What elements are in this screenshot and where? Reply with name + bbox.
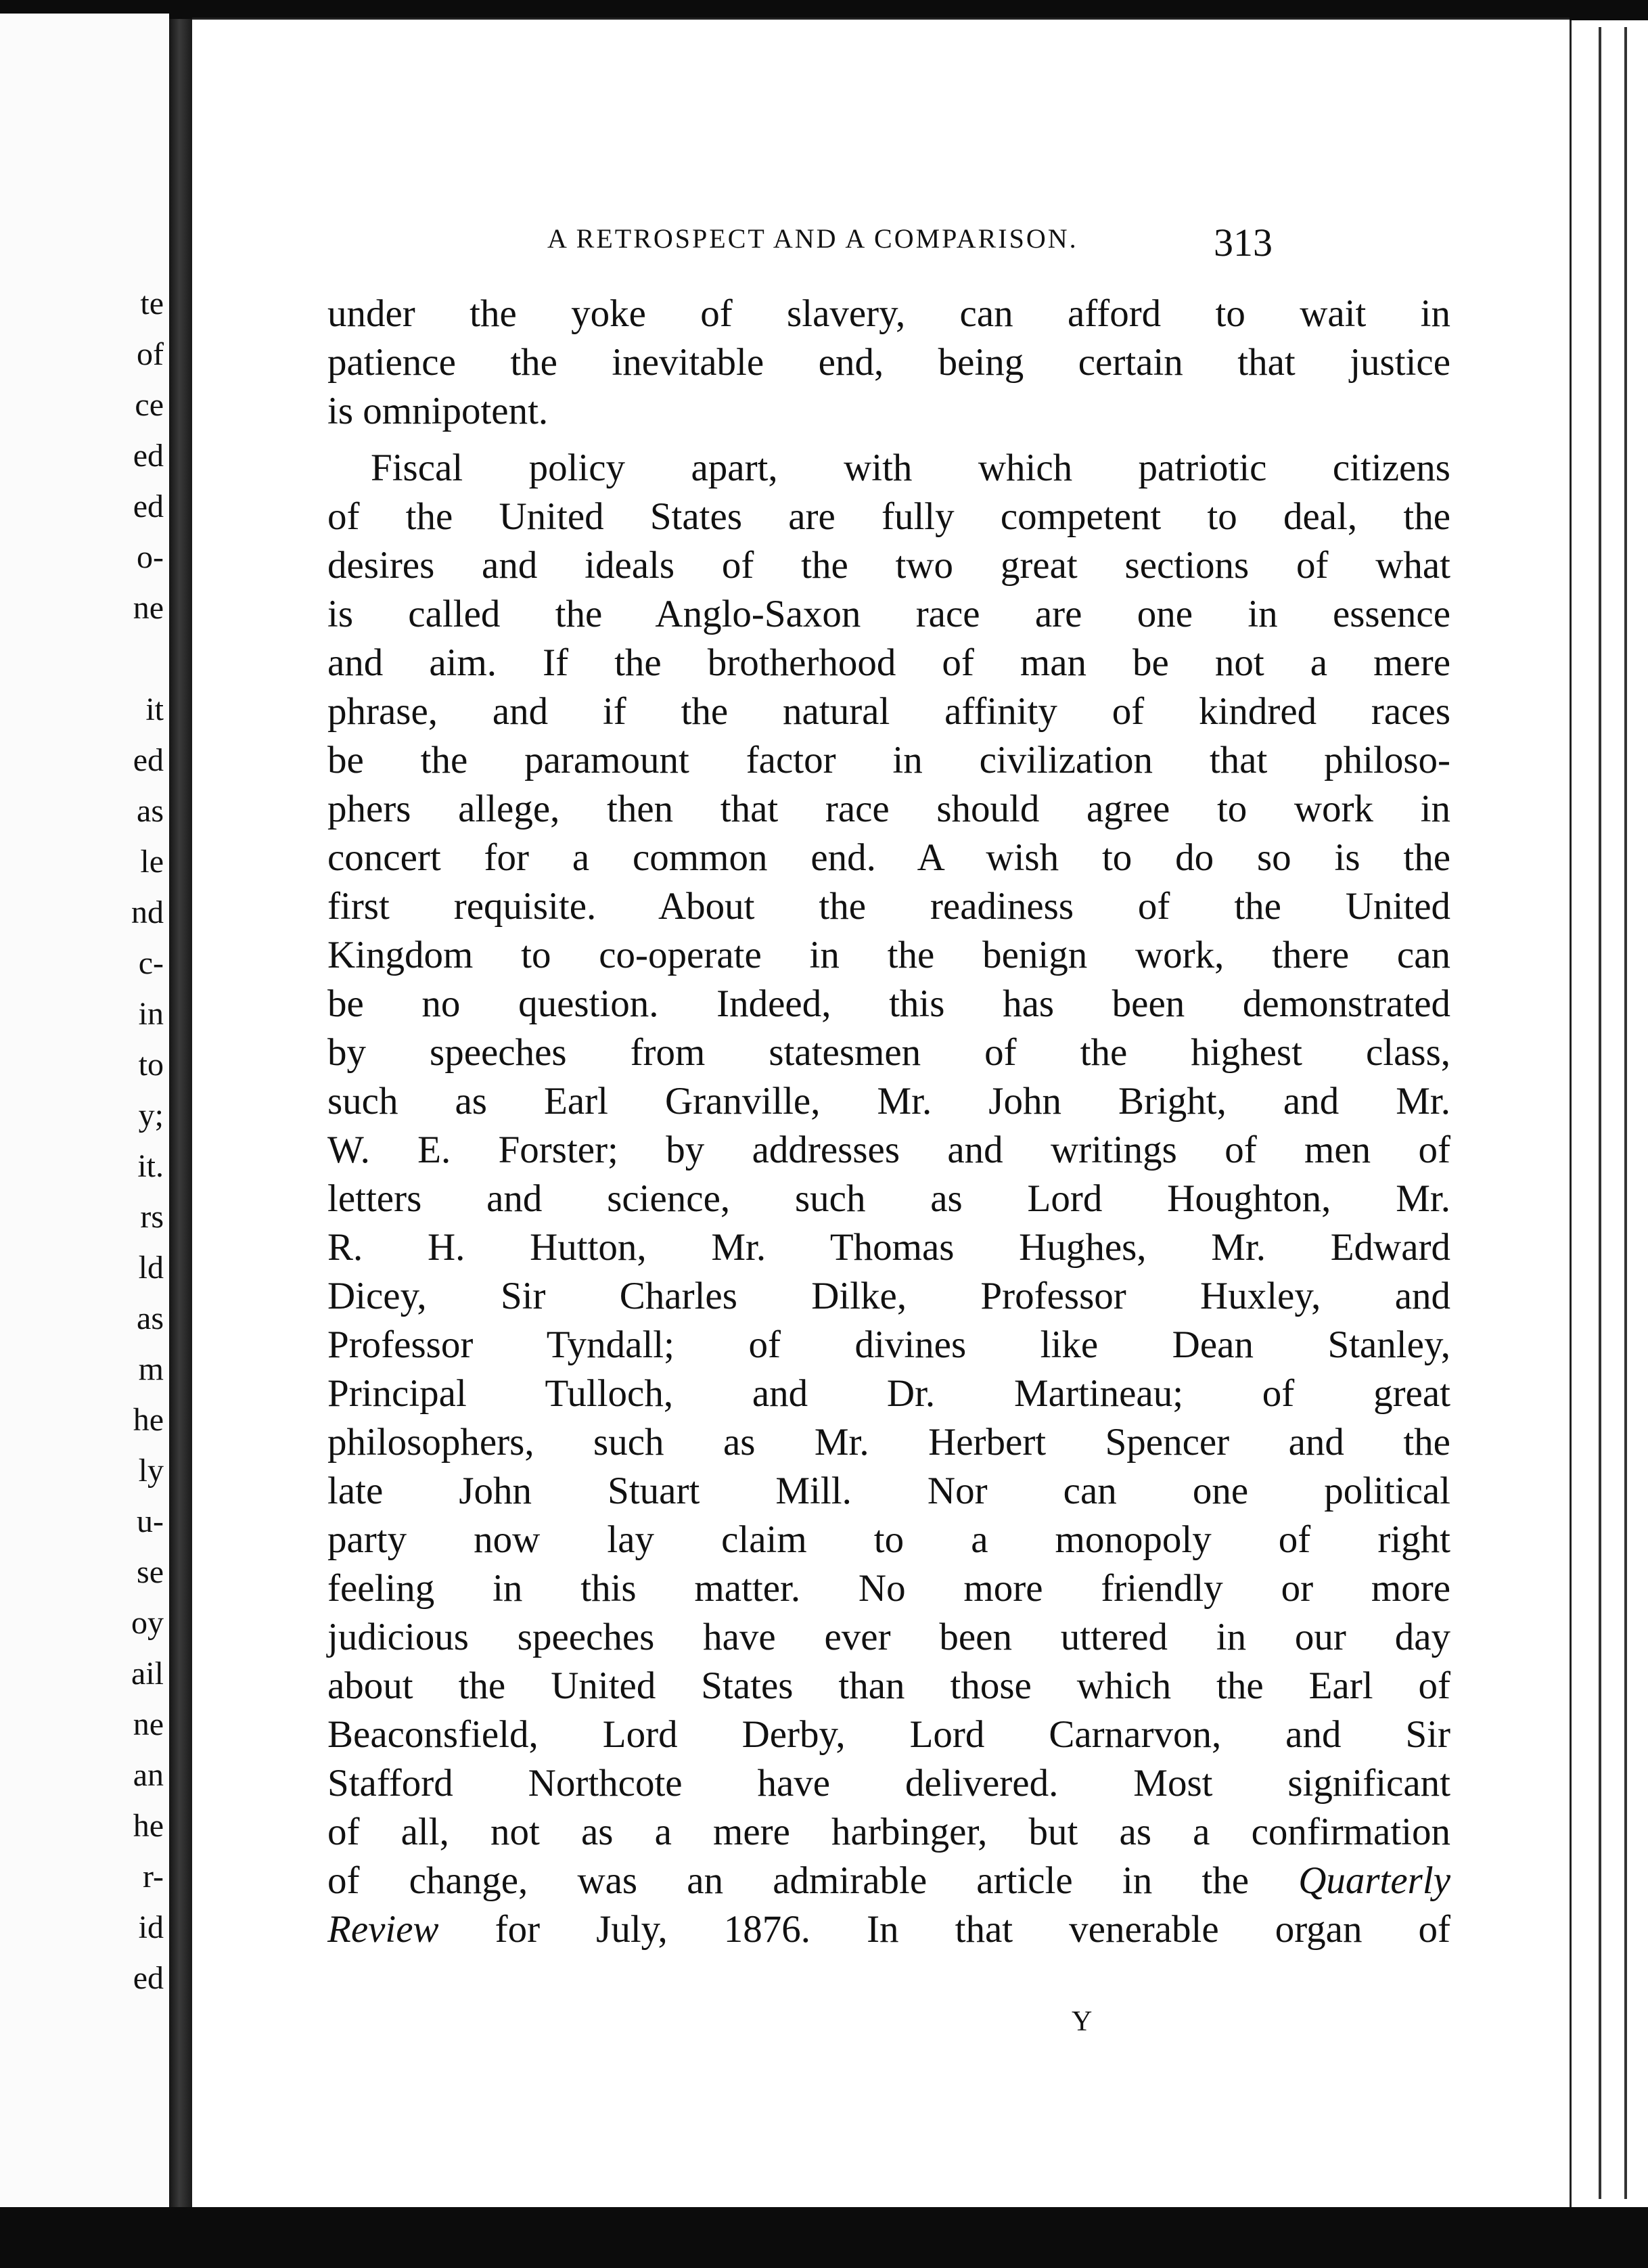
italic-title-quarterly: Quarterly — [1298, 1859, 1450, 1902]
facing-page-fragment: le — [140, 844, 164, 880]
page-edge-line — [1599, 27, 1601, 2199]
facing-page-fragment: ed — [133, 1960, 164, 1996]
text-line: first requisite. About the readiness of the United — [327, 885, 1450, 928]
facing-page-fragment: o- — [137, 539, 164, 575]
facing-page-fragment: he — [133, 1402, 164, 1438]
facing-page-fragment: an — [133, 1757, 164, 1793]
text-line: phrase, and if the natural affinity of kindred races — [327, 690, 1450, 733]
running-head — [547, 223, 1508, 254]
text-line: under the yoke of slavery, can afford to wait in — [327, 292, 1450, 335]
text-line: feeling in this matter. No more friendly or more — [327, 1567, 1450, 1610]
text-line: W. E. Forster; by addresses and writings of men of — [327, 1129, 1450, 1171]
facing-page-fragment: in — [138, 996, 164, 1032]
running-head-title: A RETROSPECT AND A COMPARISON. — [547, 223, 1078, 254]
text-line: Dicey, Sir Charles Dilke, Professor Huxley, and — [327, 1275, 1450, 1317]
facing-page-fragment: ail — [131, 1656, 164, 1692]
facing-page-fragment: it. — [137, 1148, 164, 1184]
text-line: Stafford Northcote have delivered. Most significant — [327, 1762, 1450, 1805]
page-number: 313 — [1214, 221, 1273, 265]
text-line: such as Earl Granville, Mr. John Bright, and Mr. — [327, 1080, 1450, 1122]
facing-page-fragment: of — [137, 336, 164, 372]
facing-page-fragment: ne — [133, 1706, 164, 1742]
text-line: and aim. If the brotherhood of man be not a mere — [327, 641, 1450, 684]
facing-page-fragment: as — [137, 1300, 164, 1336]
text-line: of all, not as a mere harbinger, but as a confirmation — [327, 1811, 1450, 1853]
facing-page-fragment: ne — [133, 590, 164, 626]
facing-page-fragment: id — [138, 1909, 164, 1945]
text-line — [327, 1906, 1450, 1953]
text-line: letters and science, such as Lord Houghton, Mr. — [327, 1177, 1450, 1220]
facing-page-fragment: as — [137, 793, 164, 829]
facing-page-fragment: te — [140, 286, 164, 321]
page-edge-line — [1624, 27, 1627, 2199]
facing-page-fragment: it — [145, 691, 164, 727]
facing-page-fragment: ce — [135, 387, 164, 423]
text-line: be the paramount factor in civilization that philoso- — [327, 739, 1450, 781]
paragraph-first-line: Fiscal policy apart, with which patriotic citizens — [371, 447, 1450, 489]
signature-mark: Y — [1072, 2006, 1093, 2037]
facing-page-fragment: u- — [137, 1503, 164, 1539]
facing-page-fragment: ed — [133, 489, 164, 524]
facing-page-fragment: se — [137, 1554, 164, 1590]
facing-page-fragment: oy — [131, 1605, 164, 1641]
text-line: Beaconsfield, Lord Derby, Lord Carnarvon, and Sir — [327, 1713, 1450, 1756]
facing-page-fragment: rs — [140, 1199, 164, 1235]
text-line-rest: for July, 1876. In that venerable organ of — [438, 1908, 1450, 1951]
text-line: Kingdom to co-operate in the benign work, there can — [327, 934, 1450, 976]
text-line: by speeches from statesmen of the highest class, — [327, 1031, 1450, 1074]
text-line: of the United States are fully competent to deal, the — [327, 495, 1450, 538]
text-line: R. H. Hutton, Mr. Thomas Hughes, Mr. Edward — [327, 1226, 1450, 1269]
text-line: be no question. Indeed, this has been demonstrated — [327, 982, 1450, 1025]
page-stack-edge — [1570, 20, 1648, 2207]
italic-title-review: Review — [327, 1908, 439, 1951]
text-line: is omnipotent. — [327, 390, 549, 432]
facing-page-fragment: ly — [138, 1453, 164, 1489]
book-page — [192, 18, 1570, 2209]
facing-page-fragment: ed — [133, 742, 164, 778]
book-gutter — [169, 19, 192, 2207]
text-line: about the United States than those which the Earl of — [327, 1664, 1450, 1707]
text-line-start: of change, was an admirable article in the — [327, 1859, 1299, 1902]
text-line: philosophers, such as Mr. Herbert Spencer and the — [327, 1421, 1450, 1464]
scan-bottom-border — [0, 2207, 1648, 2268]
text-line: Principal Tulloch, and Dr. Martineau; of great — [327, 1372, 1450, 1415]
text-line: patience the inevitable end, being certain that justice — [327, 341, 1450, 384]
facing-page-fragment: nd — [131, 894, 164, 930]
facing-page-fragment: he — [133, 1808, 164, 1844]
facing-page-fragment: r- — [142, 1859, 164, 1895]
text-line: phers allege, then that race should agree to work in — [327, 788, 1450, 830]
facing-page-fragment: m — [138, 1351, 164, 1387]
text-line: Professor Tyndall; of divines like Dean Stanley, — [327, 1323, 1450, 1366]
text-line — [327, 1857, 1450, 1905]
text-line: is called the Anglo-Saxon race are one in essence — [327, 593, 1450, 635]
facing-page-fragment: ld — [138, 1250, 164, 1286]
facing-page-fragment: ed — [133, 438, 164, 474]
text-line: late John Stuart Mill. Nor can one political — [327, 1470, 1450, 1512]
facing-page-fragment: c- — [138, 945, 164, 981]
text-line: judicious speeches have ever been uttered in our day — [327, 1616, 1450, 1658]
text-line: desires and ideals of the two great sections of what — [327, 544, 1450, 587]
facing-page-edge — [0, 14, 169, 2206]
facing-page-fragment: to — [138, 1047, 164, 1083]
text-line: party now lay claim to a monopoly of right — [327, 1518, 1450, 1561]
text-line: concert for a common end. A wish to do so is the — [327, 836, 1450, 879]
facing-page-fragment: y; — [138, 1097, 164, 1133]
